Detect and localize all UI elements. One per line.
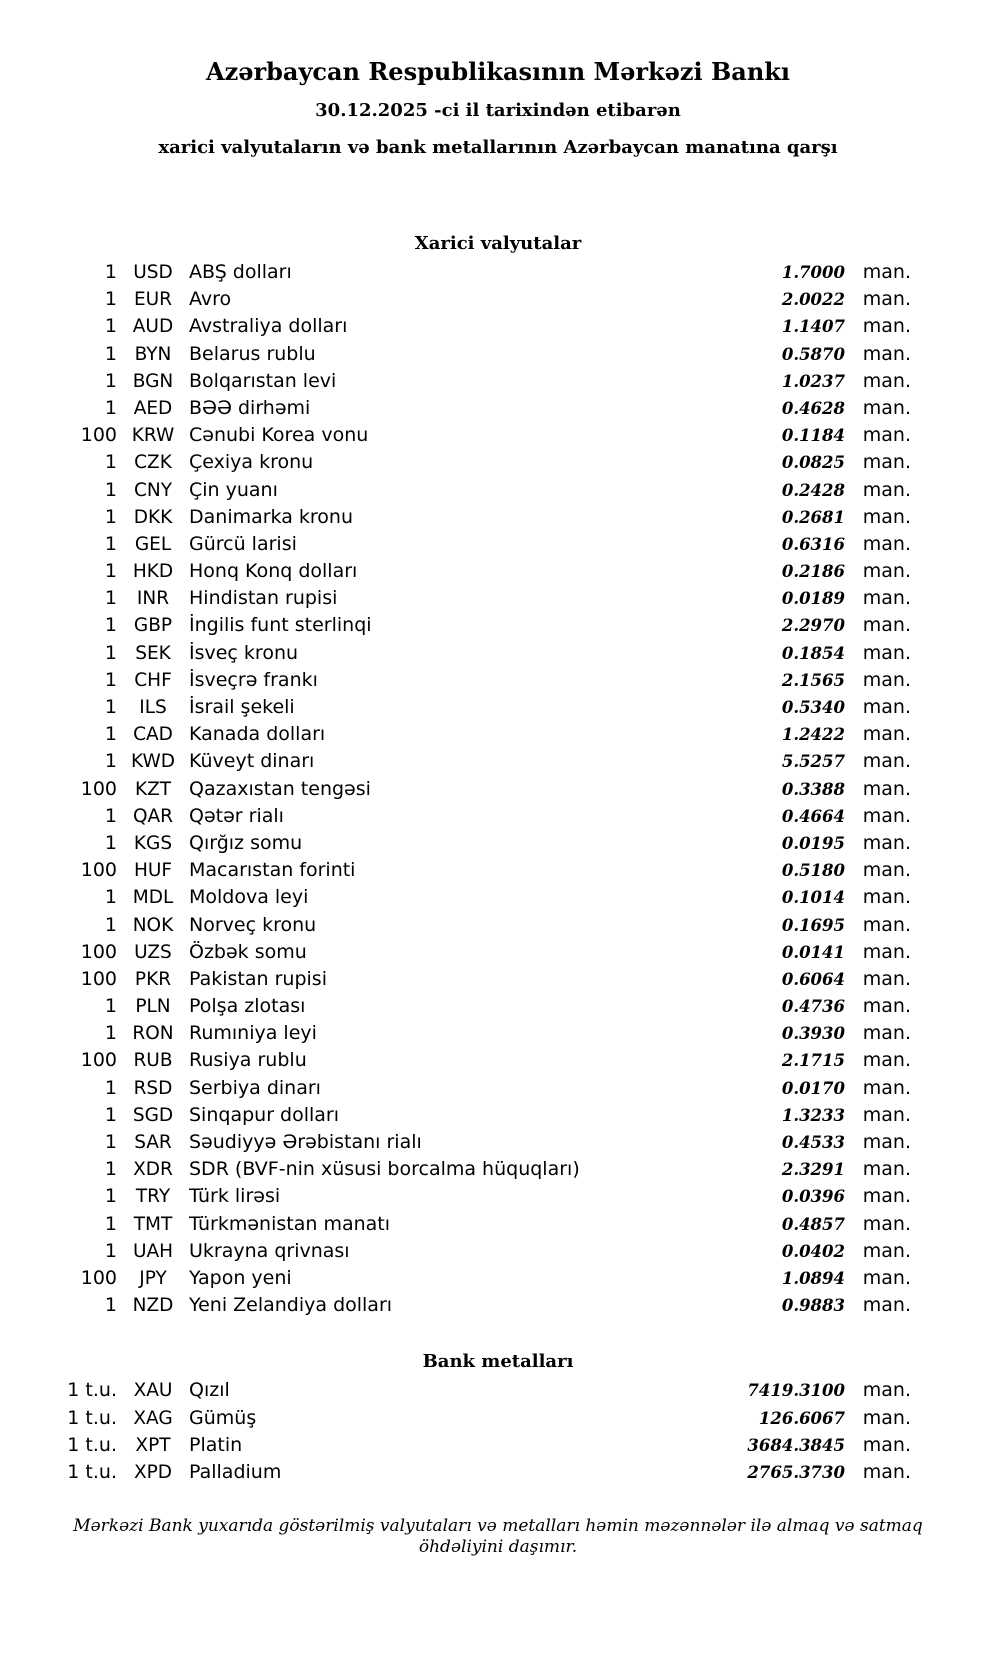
row-currency-code: HKD (132, 561, 174, 583)
row-currency-name: Səudiyyə Ərəbistanı rialı (189, 1131, 422, 1153)
row-unit-label: man. (862, 940, 911, 963)
row-quantity: 1 (104, 315, 117, 338)
row-rate-value: 2.0022 (781, 290, 845, 310)
row-currency-name: Çin yuanı (189, 478, 278, 501)
rate-row (45, 612, 911, 639)
row-currency-code: CHF (134, 669, 172, 691)
row-currency-name: İsrail şekeli (189, 696, 295, 718)
row-quantity: 1 (104, 913, 117, 936)
row-quantity: 100 (80, 777, 117, 800)
rate-row (45, 341, 911, 368)
rate-row (45, 531, 911, 558)
rate-row (45, 1292, 911, 1319)
rate-row (45, 1405, 911, 1432)
row-currency-name: Küveyt dinarı (189, 750, 315, 773)
row-unit-label: man. (862, 913, 911, 936)
row-unit-label: man. (862, 396, 911, 419)
row-currency-code: XAG (133, 1407, 173, 1429)
row-rate-value: 0.3930 (781, 1024, 845, 1044)
row-currency-code: EUR (133, 289, 173, 311)
row-unit-label: man. (862, 1049, 911, 1072)
row-currency-name: Moldova leyi (189, 886, 309, 909)
row-quantity: 1 (104, 696, 117, 718)
row-currency-name: Türkmənistan manatı (189, 1212, 391, 1235)
rate-row (45, 1020, 911, 1047)
row-rate-value: 0.0170 (781, 1078, 845, 1098)
row-rate-value: 0.0825 (781, 453, 845, 473)
row-rate-value: 0.5180 (781, 861, 845, 881)
row-quantity: 1 (104, 1076, 117, 1099)
row-unit-label: man. (862, 777, 911, 800)
row-rate-value: 1.2422 (781, 725, 845, 745)
row-rate-value: 0.4857 (781, 1214, 845, 1234)
row-rate-value: 0.2186 (781, 562, 845, 582)
row-quantity: 1 (104, 505, 117, 528)
row-quantity: 1 (104, 478, 117, 501)
row-rate-value: 0.6064 (781, 969, 845, 989)
row-currency-code: TMT (133, 1213, 173, 1235)
row-currency-name: Yapon yeni (189, 1266, 292, 1289)
row-quantity: 1 t.u. (67, 1406, 117, 1429)
row-quantity: 1 (104, 1022, 117, 1045)
row-rate-value: 0.0396 (781, 1187, 845, 1207)
row-currency-name: Ukrayna qrivnası (189, 1239, 350, 1262)
row-currency-code: SAR (134, 1132, 172, 1153)
row-unit-label: man. (862, 424, 911, 447)
row-currency-name: Danimarka kronu (189, 505, 354, 528)
rate-row (45, 1211, 911, 1238)
row-currency-code: SGD (132, 1104, 174, 1126)
row-rate-value: 1.3233 (781, 1105, 845, 1125)
row-currency-code: GBP (133, 615, 173, 637)
row-quantity: 100 (80, 1266, 117, 1289)
row-unit-label: man. (862, 886, 911, 909)
row-currency-name: Hindistan rupisi (189, 587, 338, 610)
row-quantity: 1 (104, 641, 117, 664)
row-rate-value: 2.2970 (781, 616, 845, 636)
row-quantity: 1 (104, 1131, 117, 1153)
row-currency-code: AED (133, 397, 173, 419)
rate-row (45, 395, 911, 422)
rate-row (45, 1459, 911, 1486)
row-currency-code: HUF (133, 860, 173, 882)
row-currency-name: Gürcü larisi (189, 532, 297, 555)
rate-row (45, 422, 911, 449)
row-currency-name: Özbək somu (189, 940, 307, 963)
row-currency-name: Gümüş (189, 1406, 257, 1429)
rate-row (45, 884, 911, 911)
row-currency-code: KZT (134, 778, 172, 800)
row-currency-code: QAR (132, 805, 174, 827)
row-unit-label: man. (862, 451, 911, 474)
row-currency-code: XAU (133, 1380, 173, 1402)
row-quantity: 1 (104, 995, 117, 1018)
row-unit-label: man. (862, 1131, 911, 1153)
row-currency-code: NOK (132, 914, 174, 936)
row-currency-code: RSD (133, 1077, 173, 1099)
rate-row (45, 286, 911, 313)
row-currency-code: RUB (133, 1050, 173, 1072)
row-quantity: 1 (104, 1158, 117, 1181)
row-quantity: 100 (80, 859, 117, 882)
row-rate-value: 0.2681 (781, 507, 845, 527)
row-quantity: 1 (104, 451, 117, 474)
rate-row (45, 993, 911, 1020)
rate-row (45, 1156, 911, 1183)
row-quantity: 1 (104, 668, 117, 691)
row-currency-code: USD (133, 262, 173, 283)
row-currency-name: Bolqarıstan levi (189, 369, 337, 392)
row-currency-code: RON (132, 1023, 174, 1045)
row-unit-label: man. (862, 1212, 911, 1235)
rate-row (45, 558, 911, 585)
row-quantity: 100 (80, 424, 117, 447)
row-currency-code: INR (136, 588, 170, 610)
row-currency-code: CZK (134, 452, 172, 474)
rate-row (45, 1075, 911, 1102)
row-unit-label: man. (862, 1076, 911, 1099)
row-currency-code: PKR (134, 968, 172, 990)
row-rate-value: 1.7000 (781, 263, 845, 282)
row-unit-label: man. (862, 668, 911, 691)
row-rate-value: 0.0189 (781, 589, 845, 609)
row-currency-name: Rumıniya leyi (189, 1022, 317, 1045)
row-unit-label: man. (862, 1158, 911, 1181)
row-rate-value: 0.1184 (781, 426, 845, 446)
row-currency-name: İsveçrə frankı (189, 668, 318, 691)
row-rate-value: 1.0237 (781, 371, 845, 391)
row-rate-value: 0.1854 (781, 643, 845, 663)
row-currency-code: KWD (130, 751, 175, 773)
row-currency-name: Belarus rublu (189, 342, 316, 365)
row-unit-label: man. (862, 505, 911, 528)
row-unit-label: man. (862, 261, 911, 283)
row-unit-label: man. (862, 288, 911, 311)
row-rate-value: 0.0195 (781, 833, 845, 853)
rate-row (45, 1129, 911, 1156)
row-currency-code: KGS (133, 832, 173, 854)
row-currency-code: XDR (133, 1159, 173, 1181)
row-rate-value: 5.5257 (781, 752, 845, 772)
row-quantity: 1 (104, 1103, 117, 1126)
row-quantity: 1 (104, 288, 117, 311)
row-rate-value: 0.4628 (781, 398, 845, 418)
rate-row (45, 1432, 911, 1459)
row-rate-value: 0.3388 (781, 779, 845, 799)
metals-section-heading: Bank metalları (422, 1351, 574, 1373)
row-currency-code: ILS (139, 697, 167, 718)
row-currency-name: ABŞ dolları (189, 261, 292, 283)
row-currency-name: Serbiya dinarı (189, 1076, 321, 1099)
row-currency-name: Avro (189, 288, 232, 311)
row-quantity: 1 (104, 886, 117, 909)
row-rate-value: 2765.3730 (747, 1462, 845, 1482)
row-quantity: 1 (104, 614, 117, 637)
row-rate-value: 0.9883 (781, 1296, 845, 1316)
row-unit-label: man. (862, 967, 911, 990)
row-quantity: 100 (80, 1049, 117, 1072)
row-rate-value: 0.1014 (781, 888, 845, 908)
row-quantity: 1 (104, 804, 117, 827)
row-currency-code: CNY (133, 479, 173, 501)
row-unit-label: man. (862, 859, 911, 882)
row-unit-label: man. (862, 315, 911, 338)
rate-row (45, 1377, 911, 1404)
row-rate-value: 0.0141 (781, 942, 845, 962)
rate-row (45, 1238, 911, 1265)
row-rate-value: 0.5870 (781, 344, 845, 364)
rate-row (45, 259, 911, 286)
row-currency-name: Rusiya rublu (189, 1049, 307, 1072)
row-quantity: 1 (104, 1212, 117, 1235)
row-unit-label: man. (862, 723, 911, 746)
row-rate-value: 0.2428 (781, 480, 845, 500)
row-currency-code: XPD (133, 1461, 173, 1483)
rate-row (45, 449, 911, 476)
row-rate-value: 0.6316 (781, 534, 845, 554)
row-currency-name: Sinqapur dolları (189, 1103, 340, 1126)
document-subtitle: xarici valyutaların və bank metallarının Azərbaycan manatına qarşı (158, 137, 838, 158)
metals-list (0, 1377, 996, 1486)
rate-row (45, 1102, 911, 1129)
row-unit-label: man. (862, 1294, 911, 1317)
row-unit-label: man. (862, 995, 911, 1018)
row-rate-value: 1.1407 (781, 317, 845, 337)
row-currency-code: GEL (134, 533, 172, 555)
currencies-list (0, 259, 996, 1319)
row-unit-label: man. (862, 696, 911, 718)
row-currency-code: UZS (134, 941, 172, 963)
row-rate-value: 7419.3100 (747, 1381, 845, 1401)
rate-row (45, 504, 911, 531)
row-unit-label: man. (862, 587, 911, 610)
row-unit-label: man. (862, 369, 911, 392)
row-unit-label: man. (862, 1185, 911, 1208)
row-currency-name: Platin (189, 1433, 243, 1456)
row-quantity: 1 (104, 750, 117, 773)
row-quantity: 1 t.u. (67, 1433, 117, 1456)
row-currency-name: Cənubi Korea vonu (189, 424, 369, 447)
row-currency-name: Avstraliya dolları (189, 315, 348, 338)
row-rate-value: 2.1715 (781, 1051, 845, 1071)
rate-row (45, 721, 911, 748)
row-currency-code: PLN (135, 996, 171, 1018)
row-currency-name: Qətər rialı (189, 804, 284, 827)
row-currency-name: BƏƏ dirhəmi (189, 396, 311, 419)
row-currency-code: SEK (135, 642, 171, 664)
row-quantity: 1 t.u. (67, 1379, 117, 1402)
row-rate-value: 0.4736 (781, 997, 845, 1017)
row-currency-code: JPY (139, 1267, 167, 1289)
row-currency-code: MDL (132, 887, 174, 909)
rate-row (45, 912, 911, 939)
rate-row (45, 667, 911, 694)
currencies-section-heading: Xarici valyutalar (414, 233, 582, 254)
row-rate-value: 0.1695 (781, 915, 845, 935)
disclaimer-text: Mərkəzi Bank yuxarıda göstərilmiş valyutaları və metalları həmin məzənnələr ilə almaq və satmaq öhdəliyini daşımır. (73, 1516, 923, 1558)
row-quantity: 1 (104, 1294, 117, 1317)
rate-row (45, 368, 911, 395)
row-rate-value: 3684.3845 (747, 1435, 845, 1455)
row-quantity: 1 (104, 342, 117, 365)
row-unit-label: man. (862, 614, 911, 637)
row-unit-label: man. (862, 804, 911, 827)
row-unit-label: man. (862, 1266, 911, 1289)
row-currency-code: CAD (133, 724, 173, 746)
row-rate-value: 0.0402 (781, 1241, 845, 1261)
row-currency-name: Honq Konq dolları (189, 560, 358, 583)
row-quantity: 1 (104, 532, 117, 555)
row-currency-name: Norveç kronu (189, 913, 317, 936)
row-quantity: 1 (104, 560, 117, 583)
rate-row (45, 830, 911, 857)
row-unit-label: man. (862, 478, 911, 501)
rate-row (45, 748, 911, 775)
row-unit-label: man. (862, 342, 911, 365)
row-quantity: 1 (104, 587, 117, 610)
row-currency-name: SDR (BVF-nin xüsusi borcalma hüquqları) (189, 1158, 580, 1181)
row-unit-label: man. (862, 831, 911, 854)
row-unit-label: man. (862, 1406, 911, 1429)
rate-row (45, 585, 911, 612)
row-currency-name: Palladium (189, 1460, 282, 1483)
row-quantity: 1 (104, 1185, 117, 1208)
row-currency-name: İsveç kronu (189, 641, 299, 664)
rate-row (45, 857, 911, 884)
row-currency-name: Qazaxıstan tengəsi (189, 777, 371, 800)
exchange-rates-document (0, 57, 996, 1655)
row-quantity: 1 t.u. (67, 1460, 117, 1483)
row-currency-name: Macarıstan forinti (189, 859, 356, 882)
row-unit-label: man. (862, 1460, 911, 1483)
row-quantity: 1 (104, 1239, 117, 1262)
row-currency-name: İngilis funt sterlinqi (189, 614, 372, 637)
row-unit-label: man. (862, 641, 911, 664)
row-currency-code: DKK (133, 506, 173, 528)
rate-row (45, 776, 911, 803)
row-unit-label: man. (862, 560, 911, 583)
row-currency-code: BYN (134, 343, 172, 365)
row-currency-code: XPT (135, 1434, 171, 1456)
rate-row (45, 803, 911, 830)
row-unit-label: man. (862, 532, 911, 555)
row-currency-name: Polşa zlotası (189, 995, 306, 1018)
row-quantity: 1 (104, 261, 117, 283)
row-currency-name: Çexiya kronu (189, 451, 314, 474)
page-title: Azərbaycan Respublikasının Mərkəzi Bankı (205, 57, 791, 86)
rate-row (45, 313, 911, 340)
row-currency-code: NZD (132, 1295, 174, 1317)
row-unit-label: man. (862, 1022, 911, 1045)
row-currency-code: TRY (135, 1186, 171, 1208)
row-currency-code: KRW (131, 425, 175, 447)
row-rate-value: 0.4664 (781, 806, 845, 826)
row-currency-name: Qırğız somu (189, 831, 303, 854)
row-rate-value: 126.6067 (758, 1408, 845, 1428)
row-currency-code: AUD (132, 316, 174, 338)
row-currency-code: UAH (132, 1240, 174, 1262)
row-quantity: 100 (80, 940, 117, 963)
row-unit-label: man. (862, 1103, 911, 1126)
row-quantity: 1 (104, 396, 117, 419)
row-currency-name: Kanada dolları (189, 723, 326, 746)
row-currency-name: Pakistan rupisi (189, 967, 327, 990)
rate-row (45, 966, 911, 993)
row-rate-value: 0.5340 (781, 698, 845, 717)
row-quantity: 1 (104, 831, 117, 854)
row-unit-label: man. (862, 1379, 911, 1402)
row-unit-label: man. (862, 750, 911, 773)
row-currency-code: BGN (132, 370, 174, 392)
row-unit-label: man. (862, 1239, 911, 1262)
rate-row (45, 477, 911, 504)
rate-row (45, 939, 911, 966)
row-quantity: 1 (104, 723, 117, 746)
rate-row (45, 1183, 911, 1210)
row-currency-name: Türk lirəsi (189, 1185, 281, 1208)
effective-date: 30.12.2025 -ci il tarixindən etibarən (315, 100, 681, 121)
row-rate-value: 2.3291 (781, 1160, 845, 1180)
row-quantity: 1 (104, 369, 117, 392)
row-quantity: 100 (80, 967, 117, 990)
row-currency-name: Yeni Zelandiya dolları (189, 1294, 393, 1317)
rate-row (45, 1265, 911, 1292)
row-rate-value: 1.0894 (781, 1268, 845, 1288)
row-rate-value: 0.4533 (781, 1133, 845, 1152)
rate-row (45, 1047, 911, 1074)
rate-row (45, 694, 911, 721)
row-currency-name: Qızıl (189, 1379, 230, 1402)
row-unit-label: man. (862, 1433, 911, 1456)
row-rate-value: 2.1565 (781, 670, 845, 690)
rate-row (45, 640, 911, 667)
